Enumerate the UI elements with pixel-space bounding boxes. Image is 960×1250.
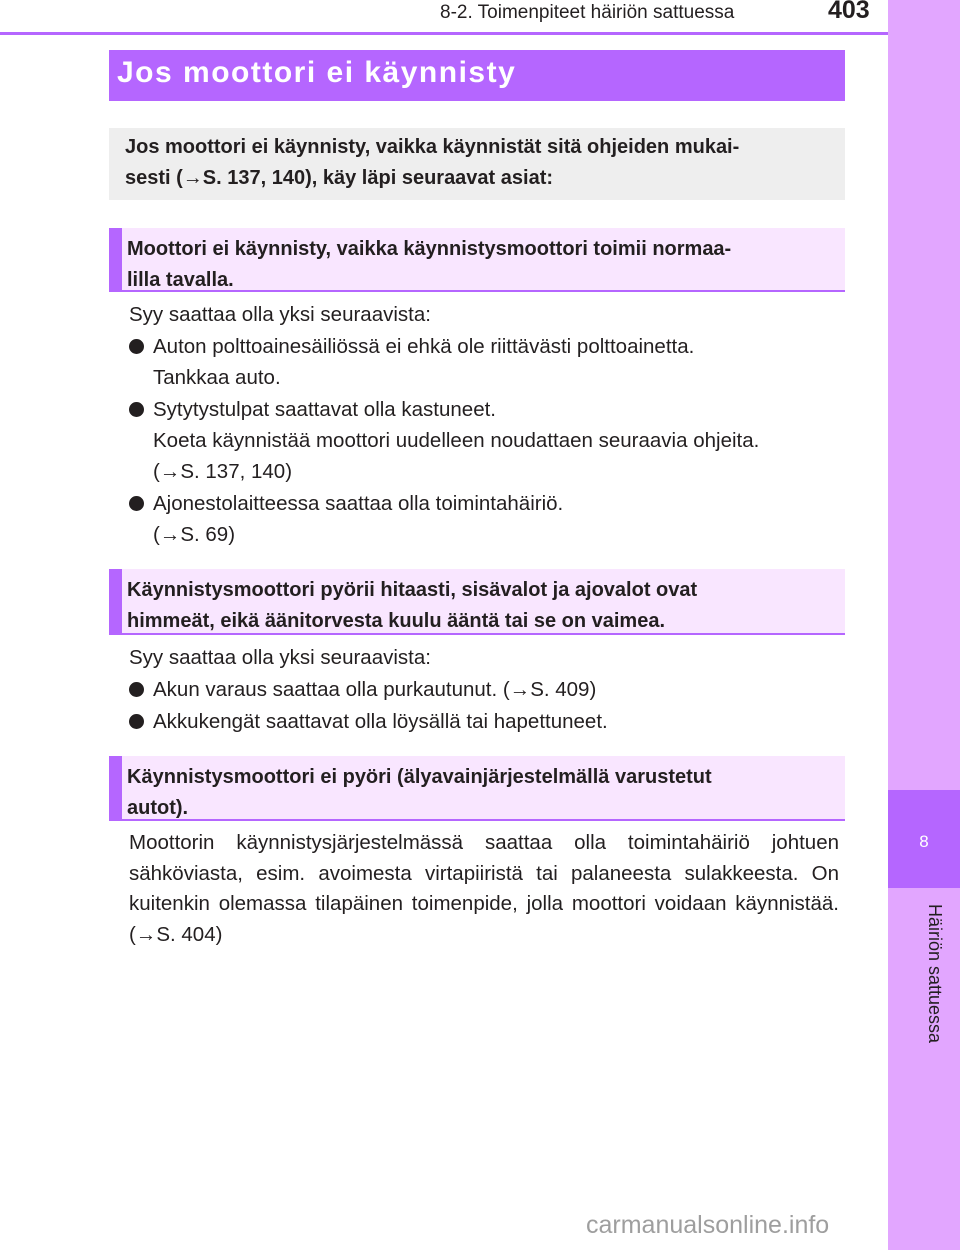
chapter-number: 8: [888, 790, 960, 888]
bullet-icon: [129, 339, 144, 354]
section-heading-3: [109, 756, 845, 821]
intro-box: [109, 128, 845, 200]
header-divider: [0, 32, 888, 35]
section-1-heading-line-1: Moottori ei käynnisty, vaikka käynnistysmoottori toimii normaa-: [127, 238, 732, 260]
section-3-heading-line-2: autot).: [127, 797, 189, 819]
header-section-title: 8-2. Toimenpiteet häiriön sattuessa: [440, 2, 735, 23]
bullet-icon: [129, 496, 144, 511]
section-3-heading-line-1: Käynnistysmoottori ei pyöri (älyavainjärjestelmällä varustetut: [127, 766, 712, 788]
chapter-title: Häiriön sattuessa: [925, 904, 945, 1044]
watermark-text: carmanualsonline.info: [586, 1211, 830, 1239]
section-2-heading-line-2: himmeät, eikä äänitorvesta kuulu ääntä tai se on vaimea.: [127, 610, 665, 632]
page-number: 403: [828, 0, 870, 24]
intro-line-1: Jos moottori ei käynnisty, vaikka käynnistät sitä ohjeiden mukai-: [125, 136, 740, 158]
section-1-lead: Syy saattaa olla yksi seuraavista:: [129, 303, 431, 326]
page-title-bar: [109, 50, 845, 101]
page-reference: (→S. 69): [153, 523, 236, 546]
page-title: Jos moottori ei käynnisty: [117, 56, 517, 89]
section-3-paragraph: Moottorin käynnistysjärjestelmässä saattaa olla toimintahäiriö johtuen sähköviasta, esim. avoimesta virtapiiristä tai palaneesta sulakkeesta. On kuitenkin olemassa tilapäinen toimenpide, jolla moottori voidaan käynnistää. (→S. 404): [129, 831, 839, 946]
section-2-lead: Syy saattaa olla yksi seuraavista:: [129, 646, 431, 669]
section-heading-2: [109, 569, 845, 635]
bullet-icon: [129, 714, 144, 729]
bullet-text: Ajonestolaitteessa saattaa olla toimintahäiriö.: [153, 492, 564, 515]
section-1-heading-line-2: lilla tavalla.: [127, 269, 234, 291]
chapter-side-tab: [888, 0, 960, 1250]
bullet-text: Akkukengät saattavat olla löysällä tai hapettuneet.: [153, 710, 608, 733]
bullet-icon: [129, 402, 144, 417]
intro-line-2: sesti (→S. 137, 140), käy läpi seuraavat asiat:: [125, 167, 554, 189]
bullet-detail: Koeta käynnistää moottori uudelleen noudattaen seuraavia ohjeita.: [153, 429, 760, 452]
section-heading-1: [109, 228, 845, 292]
bullet-text: Sytytystulpat saattavat olla kastuneet.: [153, 398, 496, 421]
page-reference: (→S. 137, 140): [153, 460, 293, 483]
section-2-heading-line-1: Käynnistysmoottori pyörii hitaasti, sisävalot ja ajovalot ovat: [127, 579, 698, 601]
bullet-icon: [129, 682, 144, 697]
bullet-text: Akun varaus saattaa olla purkautunut. (→S. 409): [153, 678, 597, 701]
bullet-text: Auton polttoainesäiliössä ei ehkä ole riittävästi polttoainetta.: [153, 335, 695, 358]
bullet-detail: Tankkaa auto.: [153, 366, 281, 389]
